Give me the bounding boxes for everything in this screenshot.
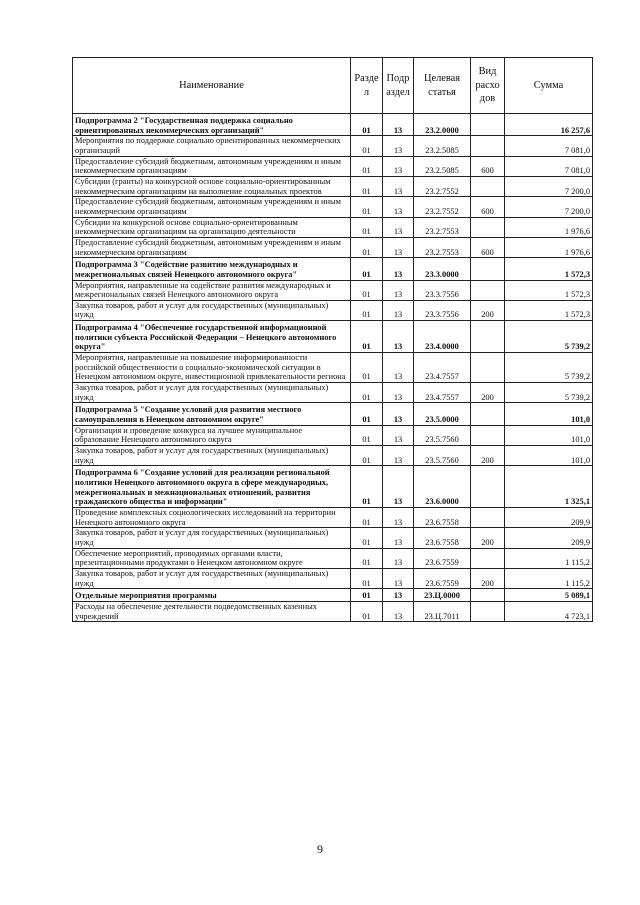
table-row [73, 589, 593, 602]
cell-name: Закупка товаров, работ и услуг для государственных (муниципальных) нужд [73, 300, 351, 320]
cell-target: 23.3.7556 [414, 300, 471, 320]
cell-target: 23.6.7558 [414, 507, 471, 527]
cell-amount: 7 081,0 [505, 156, 593, 176]
cell-target: 23.3.0000 [414, 258, 471, 280]
table-row [73, 176, 593, 196]
cell-section: 01 [351, 528, 383, 548]
cell-amount: 5 739,2 [505, 383, 593, 403]
cell-target: 23.2.7553 [414, 237, 471, 257]
cell-type: 600 [471, 197, 505, 217]
cell-section: 01 [351, 589, 383, 602]
cell-subsection: 13 [383, 321, 414, 353]
cell-subsection: 13 [383, 217, 414, 237]
cell-amount: 101,0 [505, 425, 593, 445]
cell-target: 23.3.7556 [414, 280, 471, 300]
cell-type: 200 [471, 568, 505, 588]
table-row [73, 197, 593, 217]
cell-section: 01 [351, 548, 383, 568]
cell-amount: 5 739,2 [505, 353, 593, 383]
cell-name: Закупка товаров, работ и услуг для государственных (муниципальных) нужд [73, 528, 351, 548]
cell-target: 23.4.7557 [414, 383, 471, 403]
page-number: 9 [317, 842, 323, 856]
cell-amount: 1 976,6 [505, 237, 593, 257]
cell-name: Подпрограмма 2 "Государственная поддержка социально ориентированных некоммерческих организаций" [73, 114, 351, 136]
cell-subsection: 13 [383, 403, 414, 425]
cell-amount: 101,0 [505, 403, 593, 425]
cell-subsection: 13 [383, 589, 414, 602]
table-body [73, 114, 593, 622]
table-row [73, 528, 593, 548]
table-row [73, 280, 593, 300]
cell-section: 01 [351, 321, 383, 353]
header-type: Вид расхо дов [471, 58, 505, 114]
budget-table [72, 57, 593, 622]
cell-target: 23.Ц.7011 [414, 601, 471, 621]
cell-subsection: 13 [383, 156, 414, 176]
cell-name: Предоставление субсидий бюджетным, автономным учреждениям и иным некоммерческим организациям [73, 156, 351, 176]
cell-target: 23.2.5085 [414, 136, 471, 156]
cell-target: 23.5.0000 [414, 403, 471, 425]
cell-section: 01 [351, 237, 383, 257]
cell-section: 01 [351, 425, 383, 445]
table-row [73, 321, 593, 353]
cell-type [471, 176, 505, 196]
cell-name: Расходы на обеспечение деятельности подведомственных казенных учреждений [73, 601, 351, 621]
cell-target: 23.4.0000 [414, 321, 471, 353]
cell-subsection: 13 [383, 353, 414, 383]
cell-subsection: 13 [383, 197, 414, 217]
cell-amount: 1 572,3 [505, 300, 593, 320]
table-row [73, 403, 593, 425]
table-row [73, 237, 593, 257]
cell-name: Предоставление субсидий бюджетным, автономным учреждениям и иным некоммерческим организациям [73, 197, 351, 217]
cell-name: Мероприятия по поддержке социально ориентированных некоммерческих организаций [73, 136, 351, 156]
cell-name: Закупка товаров, работ и услуг для государственных (муниципальных) нужд [73, 383, 351, 403]
cell-name: Обеспечение мероприятий, проводимых органами власти, презентационными продуктами о Ненецком автономном округе [73, 548, 351, 568]
cell-type [471, 258, 505, 280]
cell-amount: 7 081,0 [505, 136, 593, 156]
cell-subsection: 13 [383, 176, 414, 196]
header-amount: Сумма [505, 58, 593, 114]
cell-name: Предоставление субсидий бюджетным, автономным учреждениям и иным некоммерческим организациям [73, 237, 351, 257]
cell-target: 23.Ц.0000 [414, 589, 471, 602]
table-row [73, 425, 593, 445]
cell-target: 23.6.0000 [414, 466, 471, 508]
cell-type [471, 466, 505, 508]
cell-type: 600 [471, 237, 505, 257]
cell-subsection: 13 [383, 280, 414, 300]
table-header-row [73, 58, 593, 114]
cell-amount: 7 200,0 [505, 176, 593, 196]
cell-name: Подпрограмма 4 "Обеспечение государственной информационной политики субъекта Российской Федерации – Ненецкого автономного округа" [73, 321, 351, 353]
cell-subsection: 13 [383, 601, 414, 621]
cell-subsection: 13 [383, 446, 414, 466]
table-row [73, 383, 593, 403]
cell-type [471, 280, 505, 300]
cell-type [471, 217, 505, 237]
cell-subsection: 13 [383, 548, 414, 568]
cell-section: 01 [351, 601, 383, 621]
cell-amount: 1 572,3 [505, 280, 593, 300]
cell-name: Субсидии на конкурсной основе социально-ориентированным некоммерческим организациям на организацию деятельности [73, 217, 351, 237]
cell-type [471, 136, 505, 156]
cell-amount: 1 976,6 [505, 217, 593, 237]
cell-type: 600 [471, 156, 505, 176]
cell-amount: 7 200,0 [505, 197, 593, 217]
cell-target: 23.4.7557 [414, 353, 471, 383]
cell-subsection: 13 [383, 528, 414, 548]
cell-section: 01 [351, 258, 383, 280]
cell-type [471, 589, 505, 602]
cell-name: Закупка товаров, работ и услуг для государственных (муниципальных) нужд [73, 568, 351, 588]
cell-section: 01 [351, 114, 383, 136]
cell-subsection: 13 [383, 258, 414, 280]
cell-section: 01 [351, 403, 383, 425]
table-row [73, 114, 593, 136]
table-row [73, 217, 593, 237]
cell-section: 01 [351, 136, 383, 156]
cell-section: 01 [351, 217, 383, 237]
table-row [73, 156, 593, 176]
cell-name: Подпрограмма 5 "Создание условий для развития местного самоуправления в Ненецком автономном округе" [73, 403, 351, 425]
cell-amount: 16 257,6 [505, 114, 593, 136]
cell-amount: 1 572,3 [505, 258, 593, 280]
cell-section: 01 [351, 176, 383, 196]
cell-type [471, 403, 505, 425]
cell-subsection: 13 [383, 237, 414, 257]
cell-type: 200 [471, 300, 505, 320]
header-subsection: Подр аздел [383, 58, 414, 114]
cell-amount: 209,9 [505, 528, 593, 548]
cell-type [471, 114, 505, 136]
cell-subsection: 13 [383, 568, 414, 588]
table-row [73, 446, 593, 466]
cell-subsection: 13 [383, 507, 414, 527]
cell-type [471, 353, 505, 383]
cell-amount: 4 723,1 [505, 601, 593, 621]
cell-type: 200 [471, 528, 505, 548]
table-row [73, 568, 593, 588]
header-target: Целевая статья [414, 58, 471, 114]
cell-subsection: 13 [383, 300, 414, 320]
cell-name: Мероприятия, направленные на повышение информированности российской общественности о социально-экономической ситуации в Ненецком автономном округе, инвестиционной привлекательности региона [73, 353, 351, 383]
cell-section: 01 [351, 446, 383, 466]
cell-name: Закупка товаров, работ и услуг для государственных (муниципальных) нужд [73, 446, 351, 466]
cell-target: 23.5.7560 [414, 425, 471, 445]
table-row [73, 353, 593, 383]
cell-section: 01 [351, 383, 383, 403]
cell-section: 01 [351, 156, 383, 176]
cell-amount: 1 325,1 [505, 466, 593, 508]
cell-type [471, 425, 505, 445]
cell-section: 01 [351, 353, 383, 383]
cell-section: 01 [351, 568, 383, 588]
table-row [73, 258, 593, 280]
cell-target: 23.2.5085 [414, 156, 471, 176]
table-row [73, 300, 593, 320]
cell-name: Организация и проведение конкурса на лучшее муниципальное образование Ненецкого автономного округа [73, 425, 351, 445]
cell-amount: 209,9 [505, 507, 593, 527]
cell-target: 23.6.7558 [414, 528, 471, 548]
cell-section: 01 [351, 466, 383, 508]
cell-name: Проведение комплексных социологических исследований на территории Ненецкого автономного округа [73, 507, 351, 527]
cell-type: 200 [471, 446, 505, 466]
table-row [73, 507, 593, 527]
cell-amount: 1 115,2 [505, 548, 593, 568]
cell-section: 01 [351, 280, 383, 300]
cell-section: 01 [351, 197, 383, 217]
cell-name: Субсидии (гранты) на конкурсной основе социально-ориентированным некоммерческим организациям на выполнение социальных проектов [73, 176, 351, 196]
cell-target: 23.6.7559 [414, 568, 471, 588]
cell-name: Подпрограмма 3 "Содействие развитию международных и межрегиональных связей Ненецкого автономного округа" [73, 258, 351, 280]
table-row [73, 548, 593, 568]
cell-amount: 5 089,1 [505, 589, 593, 602]
cell-subsection: 13 [383, 383, 414, 403]
cell-target: 23.6.7559 [414, 548, 471, 568]
cell-type [471, 548, 505, 568]
cell-type [471, 321, 505, 353]
cell-amount: 1 115,2 [505, 568, 593, 588]
cell-section: 01 [351, 507, 383, 527]
cell-subsection: 13 [383, 425, 414, 445]
table-row [73, 136, 593, 156]
cell-target: 23.2.7552 [414, 176, 471, 196]
cell-target: 23.5.7560 [414, 446, 471, 466]
table-row [73, 601, 593, 621]
cell-type [471, 601, 505, 621]
cell-amount: 101,0 [505, 446, 593, 466]
cell-name: Подпрограмма 6 "Создание условий для реализации региональной политики Ненецкого автономного округа в сфере международных, межрегиональных и межнациональных отношений, развития гражданского общества и информации" [73, 466, 351, 508]
cell-target: 23.2.7553 [414, 217, 471, 237]
cell-subsection: 13 [383, 114, 414, 136]
cell-subsection: 13 [383, 136, 414, 156]
cell-section: 01 [351, 300, 383, 320]
cell-amount: 5 739,2 [505, 321, 593, 353]
cell-type [471, 507, 505, 527]
cell-target: 23.2.0000 [414, 114, 471, 136]
cell-target: 23.2.7552 [414, 197, 471, 217]
cell-name: Отдельные мероприятия программы [73, 589, 351, 602]
table-row [73, 466, 593, 508]
header-section: Разде л [351, 58, 383, 114]
header-name: Наименование [73, 58, 351, 114]
cell-subsection: 13 [383, 466, 414, 508]
cell-name: Мероприятия, направленные на содействие развития международных и межрегиональных связей Ненецкого автономного округа [73, 280, 351, 300]
cell-type: 200 [471, 383, 505, 403]
